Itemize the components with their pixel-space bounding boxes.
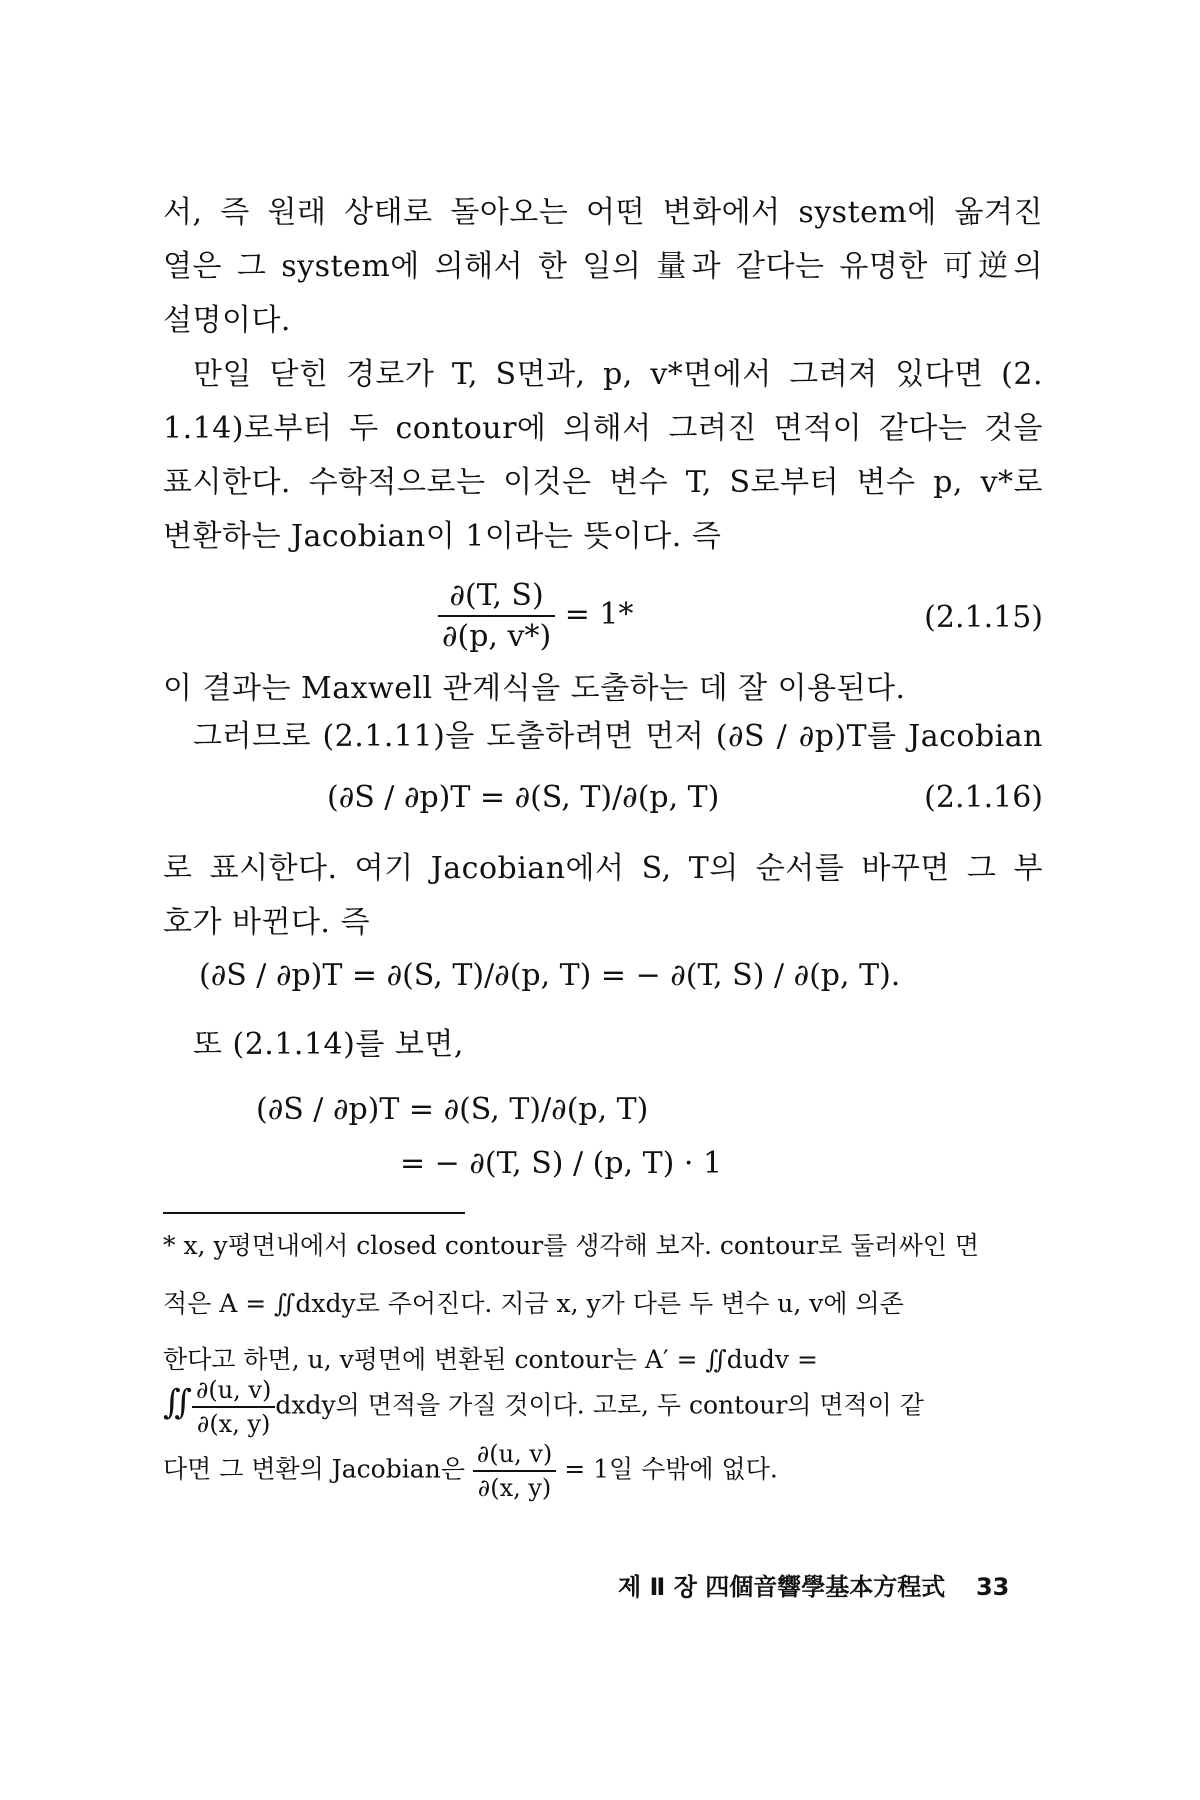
footnote-line: * x, y평면내에서 closed contour를 생각해 보자. contour로 둘러싸인 면	[163, 1231, 979, 1260]
text-line: 로 표시한다. 여기 Jacobian에서 S, T의 순서를 바꾸면 그 부	[163, 851, 1043, 886]
chapter-title: 제 Ⅱ 장 四個音響學基本方程式	[618, 1573, 946, 1601]
running-footer	[618, 1567, 1009, 1602]
fraction-numerator: ∂(T, S)	[438, 578, 555, 617]
jacobian-fraction	[473, 1440, 556, 1502]
equation-2-1-16: (∂S / ∂p)T = ∂(S, T)/∂(p, T)	[327, 780, 720, 815]
text-line: 설명이다.	[163, 303, 291, 338]
footnote-line: 한다고 하면, u, v평면에 변환된 contour는 A′ = ∬dudv =	[163, 1345, 818, 1374]
text-line: 변환하는 Jacobian이 1이라는 뜻이다. 즉	[163, 519, 722, 554]
equation-number: (2.1.15)	[924, 600, 1043, 635]
text-line: 1.14)로부터 두 contour에 의해서 그려진 면적이 같다는 것을	[163, 411, 1043, 446]
footnote-divider	[163, 1212, 465, 1214]
footnote-text: 다면 그 변환의 Jacobian은	[163, 1454, 465, 1484]
paragraph-1	[163, 186, 1043, 348]
footnote-line-5	[163, 1440, 1043, 1502]
footnote-text: dxdy의 면적을 가질 것이다. 고로, 두 contour의 면적이 같	[275, 1390, 924, 1420]
equation-rhs: = 1*	[564, 597, 634, 632]
text-line: 그러므로 (2.1.11)을 도출하려면 먼저 (∂S / ∂p)T를 Jacobian	[193, 719, 1043, 754]
fraction-denominator: ∂(p, v*)	[442, 619, 552, 654]
fraction-numerator: ∂(u, v)	[473, 1440, 556, 1472]
page-number: 33	[975, 1573, 1010, 1601]
jacobian-fraction	[438, 578, 555, 654]
equation-2-1-15	[438, 578, 633, 654]
text-line: 서, 즉 원래 상태로 돌아오는 어떤 변화에서 system에 옮겨진	[163, 195, 1043, 230]
paragraph-2	[163, 348, 1043, 564]
paragraph-5	[163, 842, 1043, 950]
text-line: 또 (2.1.14)를 보면,	[193, 1027, 464, 1062]
text-line: 표시한다. 수학적으로는 이것은 변수 T, S로부터 변수 p, v*로	[163, 465, 1043, 500]
text-line: 호가 바뀐다. 즉	[163, 905, 370, 940]
text-line: 열은 그 system에 의해서 한 일의 量과 같다는 유명한 可逆의	[163, 249, 1043, 284]
double-integral-symbol: ∬	[163, 1382, 192, 1423]
footnote-line-4	[163, 1376, 1043, 1438]
jacobian-fraction	[192, 1376, 275, 1438]
equation-final-line-1: (∂S / ∂p)T = ∂(S, T)/∂(p, T)	[256, 1092, 649, 1127]
fraction-denominator: ∂(x, y)	[477, 1474, 552, 1502]
text-line: 이 결과는 Maxwell 관계식을 도출하는 데 잘 이용된다.	[163, 671, 906, 706]
footnote-line: 적은 A = ∬dxdy로 주어진다. 지금 x, y가 다른 두 변수 u, v에 의존	[163, 1289, 904, 1318]
equation-final-line-2: = − ∂(T, S) / (p, T) · 1	[400, 1146, 723, 1181]
paragraph-4	[163, 710, 1043, 764]
text-line: 만일 닫힌 경로가 T, S면과, p, v*면에서 그려져 있다면 (2.	[193, 357, 1043, 392]
paragraph-3	[163, 662, 1043, 716]
paragraph-6	[163, 1018, 1043, 1072]
fraction-denominator: ∂(x, y)	[196, 1410, 271, 1438]
equation-sign-swap: (∂S / ∂p)T = ∂(S, T)/∂(p, T) = − ∂(T, S) / ∂(p, T).	[199, 958, 901, 993]
footnote-text: = 1일 수밖에 없다.	[564, 1454, 778, 1484]
fraction-numerator: ∂(u, v)	[192, 1376, 275, 1408]
equation-number: (2.1.16)	[924, 780, 1043, 815]
